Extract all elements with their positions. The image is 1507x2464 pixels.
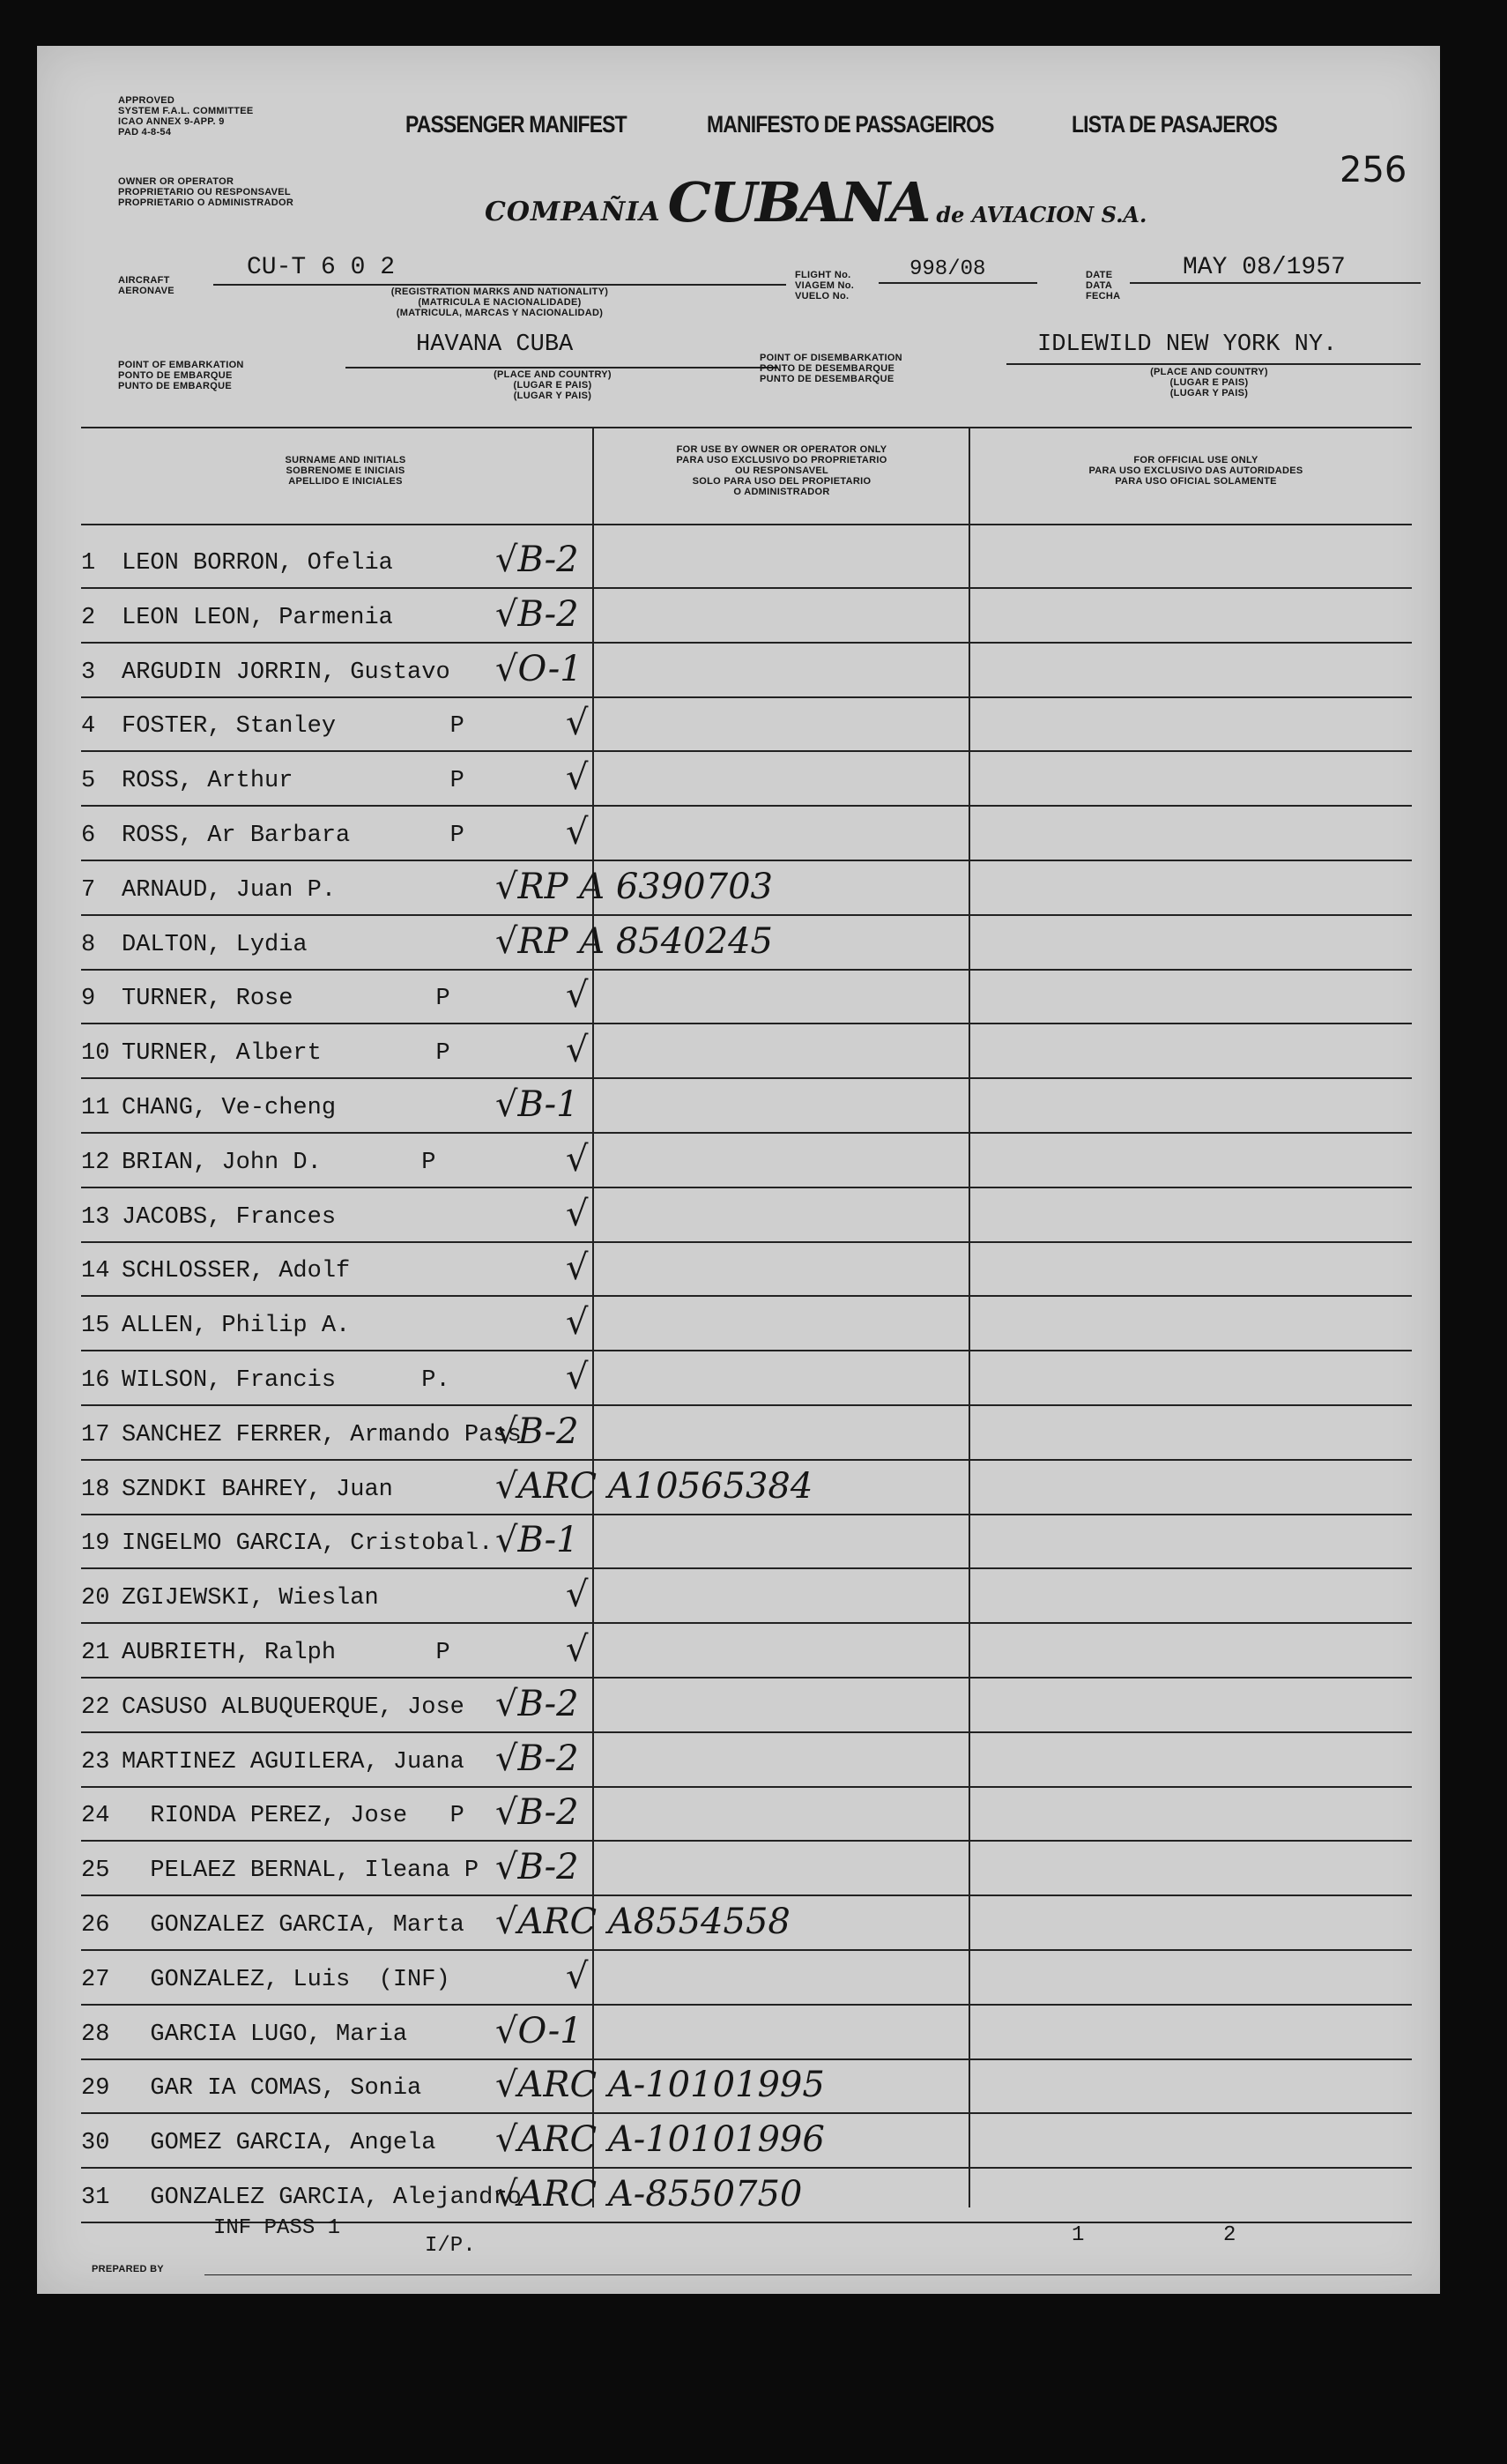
passenger-entry: [81, 1150, 435, 1176]
passenger-entry: [81, 605, 393, 631]
passenger-number: 28: [81, 2021, 110, 2048]
owner-notation: √B-2: [495, 540, 579, 580]
aircraft-label: AIRCRAFT AERONAVE: [118, 275, 174, 296]
passenger-name: SANCHEZ FERRER, Armando Pass: [122, 1422, 522, 1448]
passenger-number: 21: [81, 1640, 110, 1666]
passenger-entry: [81, 2021, 407, 2048]
passenger-entry: [81, 1749, 464, 1775]
table-row: [37, 1359, 1440, 1411]
passenger-entry: [81, 1585, 379, 1612]
owner-notation: √ARC A-10101996: [495, 2119, 825, 2160]
passenger-number: 8: [81, 932, 96, 958]
prepared-by-rule: [204, 2274, 1412, 2275]
table-row: [37, 1903, 1440, 1956]
flight-underline: [879, 282, 1037, 284]
owner-notation: √: [566, 1247, 589, 1288]
table-row: [37, 596, 1440, 649]
owner-notation: √ARC A10565384: [495, 1466, 813, 1507]
passenger-number: 20: [81, 1585, 110, 1612]
prepared-by-label: PREPARED BY: [92, 2264, 164, 2274]
passenger-number: 29: [81, 2075, 110, 2102]
row-rule: [81, 1023, 1412, 1024]
passenger-entry: [81, 1422, 522, 1448]
owner-notation: √: [566, 1030, 589, 1070]
passenger-entry: [81, 823, 464, 849]
passenger-name: SCHLOSSER, Adolf: [122, 1258, 351, 1284]
row-rule: [81, 1840, 1412, 1842]
row-rule: [81, 1295, 1412, 1297]
passenger-number: 9: [81, 986, 96, 1012]
passenger-name: DALTON, Lydia: [122, 932, 308, 958]
passenger-number: 24: [81, 1803, 110, 1829]
passenger-name: RIONDA PEREZ, Jose P: [122, 1803, 464, 1829]
table-row: [37, 1686, 1440, 1738]
passenger-entry: [81, 1694, 464, 1721]
row-rule: [81, 1731, 1412, 1733]
embarkation-label: POINT OF EMBARKATION PONTO DE EMBARQUE PUNTO DE EMBARQUE: [118, 360, 244, 391]
airline-logo: COMPAÑIA CUBANA de AVIACION S.A.: [485, 170, 1147, 234]
passenger-entry: [81, 550, 393, 577]
passenger-number: 3: [81, 659, 96, 686]
owner-notation: √ARC A-10101995: [495, 2065, 825, 2105]
row-rule: [81, 1077, 1412, 1079]
flight-label: FLIGHT No. VIAGEM No. VUELO No.: [795, 270, 855, 301]
row-rule: [81, 587, 1412, 589]
passenger-entry: [81, 1258, 350, 1284]
passenger-name: CASUSO ALBUQUERQUE, Jose: [122, 1694, 464, 1721]
passenger-name: FOSTER, Stanley P: [122, 713, 464, 740]
row-rule: [81, 2167, 1412, 2169]
passenger-number: 22: [81, 1694, 110, 1721]
passenger-name: MARTINEZ AGUILERA, Juana: [122, 1749, 464, 1775]
passenger-name: ALLEN, Philip A.: [122, 1313, 351, 1339]
embarkation-sublabel: (PLACE AND COUNTRY) (LUGAR E PAIS) (LUGAR Y PAIS): [494, 369, 612, 401]
row-rule: [81, 1949, 1412, 1951]
passenger-name: INGELMO GARCIA, Cristobal.: [122, 1530, 494, 1557]
passenger-number: 12: [81, 1150, 110, 1176]
passenger-entry: [81, 1095, 336, 1121]
passenger-number: 5: [81, 768, 96, 794]
passenger-entry: [81, 713, 464, 740]
row-rule: [81, 2112, 1412, 2114]
column-header-name: SURNAME AND INITIALS SOBRENOME E INICIAIS APELLIDO E INICIALES: [285, 455, 406, 487]
table-header-rule: [81, 524, 1412, 525]
passenger-name: LEON LEON, Parmenia: [122, 605, 393, 631]
passenger-entry: [81, 2130, 435, 2156]
manifest-sheet: [37, 46, 1440, 2294]
passenger-number: 1: [81, 550, 96, 577]
passenger-name: TURNER, Albert P: [122, 1040, 450, 1067]
owner-notation: √B-2: [495, 1792, 579, 1833]
owner-notation: √B-2: [495, 1684, 579, 1724]
table-row: [37, 1195, 1440, 1248]
table-row: [37, 2066, 1440, 2119]
passenger-number: 27: [81, 1967, 110, 1993]
table-row: [37, 923, 1440, 976]
passenger-name: TURNER, Rose P: [122, 986, 450, 1012]
table-row: [37, 1413, 1440, 1466]
passenger-entry: [81, 1477, 393, 1503]
owner-notation: √: [566, 812, 589, 852]
passenger-name: PELAEZ BERNAL, Ileana P: [122, 1857, 479, 1884]
row-rule: [81, 696, 1412, 698]
passenger-name: GONZALEZ GARCIA, Alejandro: [122, 2185, 522, 2211]
row-rule: [81, 1622, 1412, 1624]
row-rule: [81, 1567, 1412, 1569]
passenger-entry: [81, 1803, 464, 1829]
passenger-number: 4: [81, 713, 96, 740]
owner-notation: √ARC A8554558: [495, 1902, 791, 1942]
page-number: 256: [1340, 150, 1407, 190]
passenger-entry: [81, 1640, 450, 1666]
title-spanish: LISTA DE PASAJEROS: [1072, 111, 1277, 138]
owner-notation: √: [566, 1194, 589, 1234]
passenger-number: 26: [81, 1912, 110, 1939]
disembarkation-sublabel: (PLACE AND COUNTRY) (LUGAR E PAIS) (LUGAR Y PAIS): [1150, 367, 1268, 398]
passenger-name: AUBRIETH, Ralph P: [122, 1640, 450, 1666]
row-rule: [81, 805, 1412, 807]
passenger-number: 11: [81, 1095, 110, 1121]
passenger-name: GAR IA COMAS, Sonia: [122, 2075, 422, 2102]
passenger-name: GOMEZ GARCIA, Angela: [122, 2130, 436, 2156]
row-rule: [81, 1241, 1412, 1243]
passenger-entry: [81, 986, 450, 1012]
aircraft-value: CU-T 6 0 2: [247, 254, 396, 281]
passenger-name: ARNAUD, Juan P.: [122, 877, 337, 904]
aircraft-sublabel: (REGISTRATION MARKS AND NATIONALITY) (MATRICULA E NACIONALIDADE) (MATRICULA, MARCAS Y NACIONALIDAD): [390, 287, 609, 318]
row-rule: [81, 1677, 1412, 1679]
table-row: [37, 651, 1440, 703]
owner-notation: √O-1: [495, 2011, 583, 2051]
table-row: [37, 1468, 1440, 1521]
row-rule: [81, 1459, 1412, 1461]
owner-notation: √RP A 8540245: [495, 921, 773, 962]
row-rule: [81, 1187, 1412, 1188]
passenger-number: 23: [81, 1749, 110, 1775]
row-rule: [81, 860, 1412, 861]
passenger-name: GONZALEZ GARCIA, Marta: [122, 1912, 464, 1939]
passenger-name: WILSON, Francis P.: [122, 1367, 450, 1394]
owner-notation: √: [566, 975, 589, 1016]
passenger-name: ROSS, Ar Barbara P: [122, 823, 464, 849]
owner-notation: √: [566, 703, 589, 743]
owner-notation: √ARC A-8550750: [495, 2174, 803, 2215]
owner-notation: √B-2: [495, 1738, 579, 1779]
row-rule: [81, 1514, 1412, 1515]
count-1: 1: [1072, 2223, 1085, 2247]
ip-note: I/P.: [425, 2234, 476, 2258]
count-2: 2: [1223, 2223, 1236, 2247]
disembarkation-label: POINT OF DISEMBARKATION PONTO DE DESEMBARQUE PUNTO DE DESEMBARQUE: [760, 353, 902, 384]
passenger-name: CHANG, Ve-cheng: [122, 1095, 337, 1121]
passenger-number: 2: [81, 605, 96, 631]
row-rule: [81, 1895, 1412, 1896]
passenger-number: 16: [81, 1367, 110, 1394]
table-row: [37, 759, 1440, 812]
row-rule: [81, 642, 1412, 644]
aircraft-underline: [213, 284, 786, 286]
passenger-number: 30: [81, 2130, 110, 2156]
table-row: [37, 977, 1440, 1030]
passenger-name: JACOBS, Frances: [122, 1204, 337, 1231]
owner-notation: √: [566, 1956, 589, 1997]
approval-block: APPROVED SYSTEM F.A.L. COMMITTEE ICAO ANNEX 9-APP. 9 PAD 4-8-54: [118, 95, 254, 138]
disembarkation-value: IDLEWILD NEW YORK NY.: [1037, 331, 1338, 358]
passenger-entry: [81, 768, 464, 794]
owner-notation: √: [566, 1574, 589, 1615]
date-underline: [1130, 282, 1421, 284]
table-row: [37, 1958, 1440, 2011]
table-row: [37, 541, 1440, 594]
date-label: DATE DATA FECHA: [1086, 270, 1121, 301]
passenger-name: ZGIJEWSKI, Wieslan: [122, 1585, 379, 1612]
owner-notation: √: [566, 757, 589, 798]
embarkation-underline: [345, 367, 777, 368]
table-row: [37, 2013, 1440, 2066]
table-row: [37, 2121, 1440, 2174]
row-rule: [81, 1786, 1412, 1788]
owner-notation: √B-1: [495, 1084, 579, 1125]
owner-notation: √B-2: [495, 594, 579, 635]
title-portuguese: MANIFESTO DE PASSAGEIROS: [707, 111, 994, 138]
table-row: [37, 814, 1440, 867]
row-rule: [81, 969, 1412, 971]
row-rule: [81, 750, 1412, 752]
passenger-number: 19: [81, 1530, 110, 1557]
owner-notation: √RP A 6390703: [495, 867, 773, 907]
passenger-name: SZNDKI BAHREY, Juan: [122, 1477, 393, 1503]
row-rule: [81, 1404, 1412, 1406]
owner-notation: √O-1: [495, 649, 583, 689]
passenger-number: 14: [81, 1258, 110, 1284]
passenger-entry: [81, 2185, 522, 2211]
column-header-owner: FOR USE BY OWNER OR OPERATOR ONLY PARA USO EXCLUSIVO DO PROPRIETARIO OU RESPONSAVEL SOLO PARA USO DEL PROPIETARIO O ADMINISTRADOR: [676, 444, 887, 497]
passenger-number: 31: [81, 2185, 110, 2211]
table-row: [37, 1740, 1440, 1793]
table-row: [37, 1031, 1440, 1084]
table-row: [37, 1522, 1440, 1574]
passenger-entry: [81, 1857, 479, 1884]
disembarkation-underline: [1006, 363, 1421, 365]
passenger-entry: [81, 1040, 450, 1067]
passenger-entry: [81, 1530, 493, 1557]
passenger-entry: [81, 1912, 464, 1939]
passenger-number: 15: [81, 1313, 110, 1339]
row-rule: [81, 914, 1412, 916]
table-row: [37, 1249, 1440, 1302]
passenger-entry: [81, 2075, 421, 2102]
passenger-entry: [81, 1367, 450, 1394]
passenger-number: 6: [81, 823, 96, 849]
table-row: [37, 1141, 1440, 1194]
passenger-number: 17: [81, 1422, 110, 1448]
row-rule: [81, 1350, 1412, 1351]
column-header-official: FOR OFFICIAL USE ONLY PARA USO EXCLUSIVO DAS AUTORIDADES PARA USO OFICIAL SOLAMENTE: [1088, 455, 1303, 487]
title-english: PASSENGER MANIFEST: [405, 111, 627, 138]
owner-notation: √: [566, 1302, 589, 1343]
table-row: [37, 1631, 1440, 1684]
passenger-number: 7: [81, 877, 96, 904]
passenger-name: ROSS, Arthur P: [122, 768, 464, 794]
passenger-name: ARGUDIN JORRIN, Gustavo: [122, 659, 450, 686]
table-top-rule: [81, 427, 1412, 428]
table-row: [37, 1304, 1440, 1357]
owner-notation: √: [566, 1629, 589, 1670]
passenger-number: 25: [81, 1857, 110, 1884]
passenger-entry: [81, 1967, 450, 1993]
passenger-name: GARCIA LUGO, Maria: [122, 2021, 408, 2048]
passenger-name: LEON BORRON, Ofelia: [122, 550, 393, 577]
row-rule: [81, 1132, 1412, 1134]
table-row: [37, 1849, 1440, 1902]
passenger-name: BRIAN, John D. P: [122, 1150, 436, 1176]
flight-value: 998/08: [909, 257, 986, 281]
owner-operator-label: OWNER OR OPERATOR PROPRIETARIO OU RESPONSAVEL PROPRIETARIO O ADMINISTRADOR: [118, 176, 294, 208]
embarkation-value: HAVANA CUBA: [416, 331, 574, 358]
owner-notation: √: [566, 1357, 589, 1397]
passenger-number: 18: [81, 1477, 110, 1503]
passenger-entry: [81, 877, 336, 904]
date-value: MAY 08/1957: [1183, 254, 1346, 281]
passenger-entry: [81, 659, 450, 686]
row-rule: [81, 2058, 1412, 2060]
table-row: [37, 1794, 1440, 1847]
passenger-entry: [81, 1204, 336, 1231]
passenger-entry: [81, 1313, 350, 1339]
passenger-number: 10: [81, 1040, 110, 1067]
table-row: [37, 1086, 1440, 1139]
table-row: [37, 704, 1440, 757]
table-row: [37, 868, 1440, 921]
row-rule: [81, 2004, 1412, 2006]
owner-notation: √B-1: [495, 1520, 579, 1560]
owner-notation: √B-2: [495, 1847, 579, 1887]
passenger-number: 13: [81, 1204, 110, 1231]
owner-notation: √: [566, 1139, 589, 1180]
inf-pass-note: INF PASS 1: [213, 2216, 341, 2240]
owner-notation: √B-2: [495, 1411, 579, 1452]
passenger-name: GONZALEZ, Luis (INF): [122, 1967, 450, 1993]
table-row: [37, 1576, 1440, 1629]
passenger-entry: [81, 932, 308, 958]
